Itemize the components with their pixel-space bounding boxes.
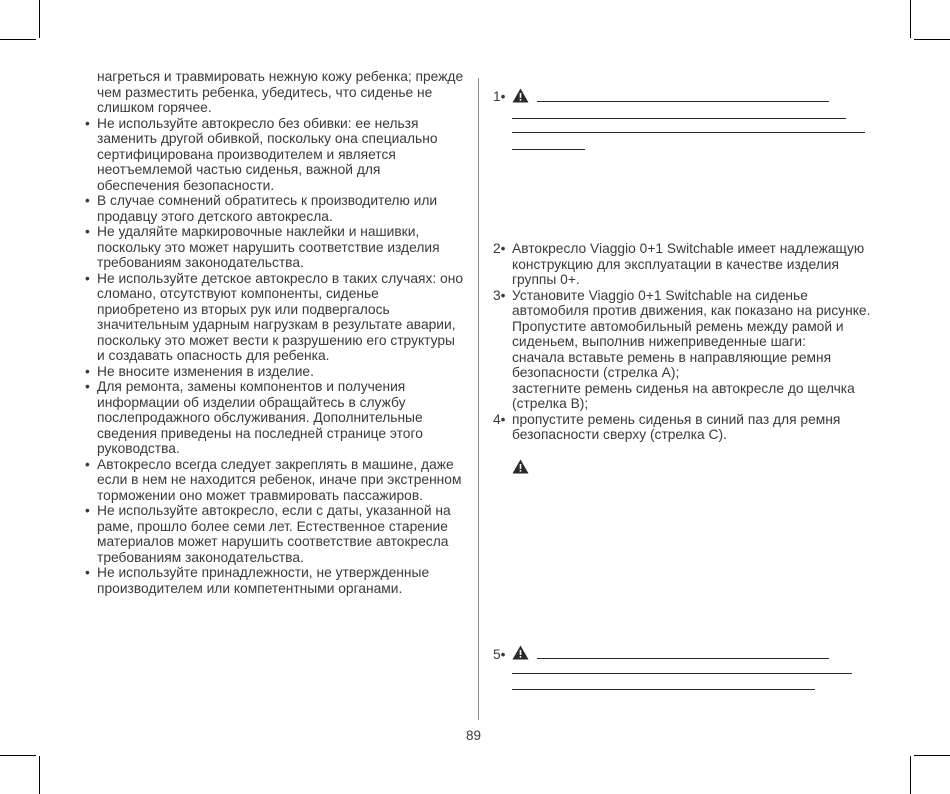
step-text: Пропустите автомобильный ремень между рамой и сиденьем, выполнив нижеприведенные шаги: [512, 318, 844, 349]
blank-rule-line [512, 149, 585, 150]
list-item: • Не используйте принадлежности, не утвержденные производителем или компетентными органами. [84, 565, 464, 596]
page-number: 89 [466, 728, 482, 743]
step-item [493, 350, 873, 381]
step-text: Автокресло Viaggio 0+1 Switchable имеет надлежащую конструкцию для эксплуатации в качестве изделия группы 0+. [512, 241, 865, 287]
blank-rule-line [512, 118, 846, 119]
warnings-list-column [84, 69, 464, 596]
warning-icon [512, 88, 529, 103]
step-number: 4• [493, 411, 506, 427]
blank-rule-line [537, 658, 829, 659]
crop-mark [39, 0, 40, 38]
blank-rule-line [537, 101, 829, 102]
step-number: 5• [493, 647, 506, 662]
step-number: 3• [493, 287, 506, 303]
list-item: • Автокресло всегда следует закреплять в машине, даже если в нем не находится ребенок, иначе при экстренном торможении оно может травмировать пассажиров. [84, 457, 464, 504]
warning-list [84, 116, 464, 597]
step-text: пропустите ремень сиденья в синий паз для ремня безопасности сверху (стрелка C). [512, 411, 841, 442]
list-item: • Не используйте детское автокресло в таких случаях: оно сломано, отсутствуют компоненты, сиденье приобретено из вторых рук или подвергалось значительным ударным нагрузкам в результате аварии, поскольку это может вести к разрушению его структуры и создавать опасность для ребенка. [84, 271, 464, 364]
blank-rule-line [512, 689, 815, 690]
list-item: • Не удаляйте маркировочные наклейки и нашивки, поскольку это может нарушить соответствие изделия требованиям законодательства. [84, 224, 464, 271]
blank-rule-line [512, 132, 865, 133]
column-divider [478, 78, 479, 720]
crop-mark [914, 39, 950, 40]
list-item: • Для ремонта, замены компонентов и получения информации об изделии обращайтесь в службу послепродажного обслуживания. Дополнительные сведения приведены на последней странице этого руководства. [84, 379, 464, 457]
crop-mark [910, 0, 911, 38]
step-text: застегните ремень сиденья на автокресле до щелчка (стрелка B); [512, 380, 855, 411]
list-item: • Не вносите изменения в изделие. [84, 364, 464, 380]
list-item: • Не используйте автокресло, если с даты, указанной на раме, прошло более семи лет. Естественное старение материалов может нарушить соответствие автокресла требованиям законодательства. [84, 503, 464, 565]
continued-paragraph: нагреться и травмировать нежную кожу ребенка; прежде чем разместить ребенка, убедитесь, что сиденье не слишком горячее. [97, 69, 464, 115]
crop-mark [0, 39, 36, 40]
installation-steps [493, 241, 873, 443]
step-item [493, 288, 873, 319]
crop-mark [39, 756, 40, 794]
crop-mark [0, 755, 36, 756]
list-item: • Не используйте автокресло без обивки: ее нельзя заменить другой обивкой, поскольку она специально сертифицирована производителем и является неотъемлемой частью сиденья, важной для обеспечения безопасности. [84, 116, 464, 194]
step-text: Установите Viaggio 0+1 Switchable на сиденье автомобиля против движения, как показано на рисунке. [512, 287, 871, 318]
step-item [493, 381, 873, 412]
warning-icon [512, 645, 529, 660]
crop-mark [914, 755, 950, 756]
list-item: • В случае сомнений обратитесь к производителю или продавцу этого детского автокресла. [84, 193, 464, 224]
step-number: 2• [493, 241, 506, 256]
blank-rule-line [512, 673, 852, 674]
step-item [493, 319, 873, 350]
step-number: 1• [493, 89, 506, 104]
step-item [493, 412, 873, 443]
step-text: сначала вставьте ремень в направляющие ремня безопасности (стрелка A); [512, 349, 832, 380]
warning-icon [512, 459, 529, 474]
step-item [493, 241, 873, 288]
crop-mark [910, 756, 911, 794]
